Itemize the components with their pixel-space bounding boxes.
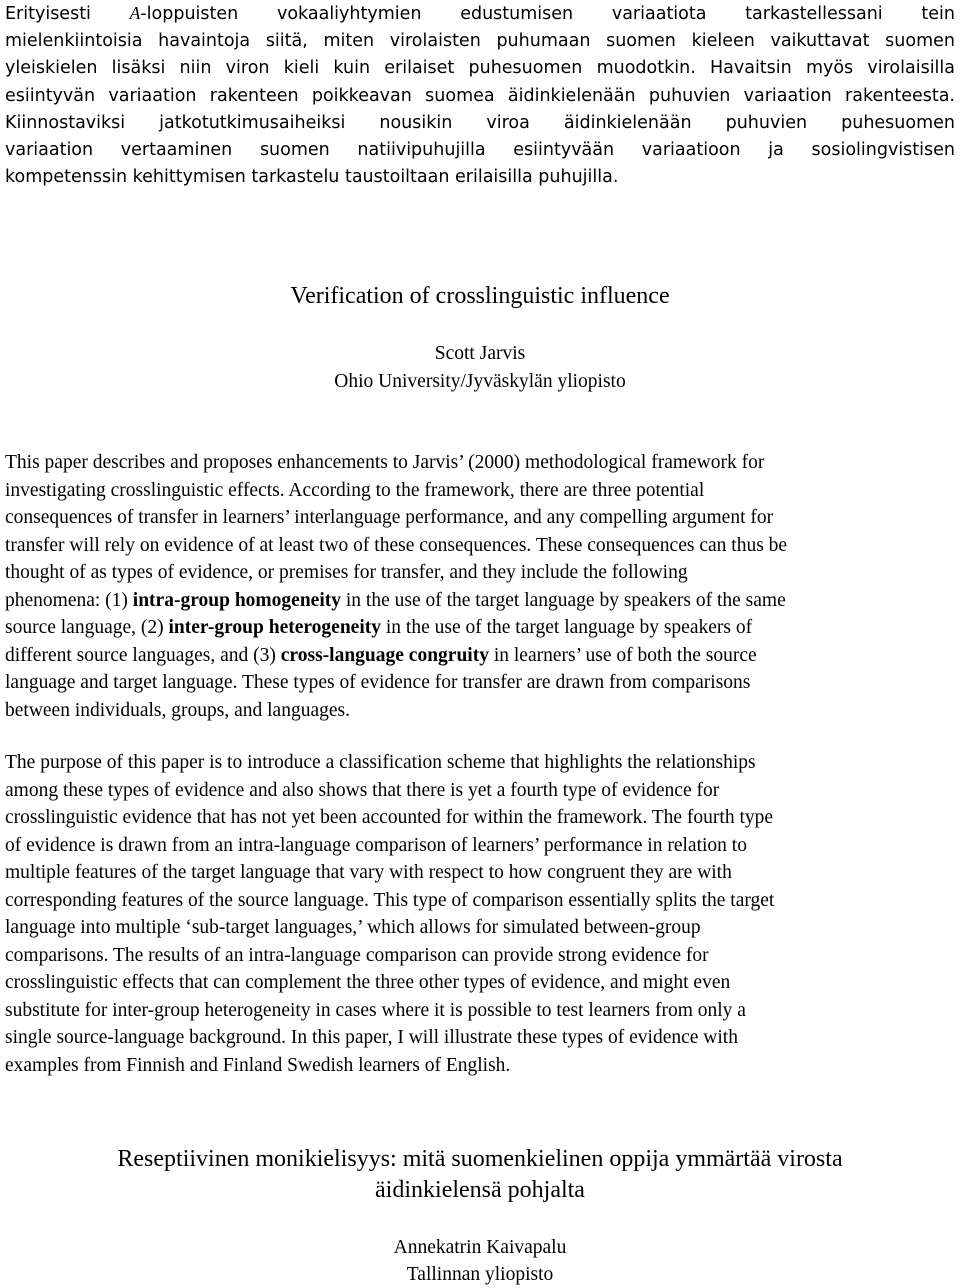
paragraph-line: This paper describes and proposes enhancements to Jarvis’ (2000) methodological framework for <box>5 452 765 473</box>
paragraph-line: comparisons. The results of an intra-language comparison can provide strong evidence for <box>5 944 709 966</box>
article-author-2: Annekatrin Kaivapalu <box>393 1237 567 1258</box>
article-affiliation-2: Tallinnan yliopisto <box>406 1264 554 1285</box>
paragraph-line: variaation vertaaminen suomen natiivipuhujilla esiintyvään variaatioon ja sosiolingvistisen <box>5 140 955 161</box>
bold-term: intra-group homogeneity <box>132 589 341 611</box>
paragraph-line: Kiinnostaviksi jatkotutkimusaiheiksi nousikin viroa äidinkielenään puhuvien puhesuomen <box>5 112 955 133</box>
paragraph-line: between individuals, groups, and languages. <box>5 699 350 721</box>
paragraph-line: crosslinguistic effects that can complement the three other types of evidence, and might even <box>5 972 731 993</box>
paragraph-line: yleiskielen lisäksi niin viron kieli kuin erilaiset puhesuomen muodotkin. Havaitsin myös virolaisilla <box>5 58 955 79</box>
paragraph-line: crosslinguistic evidence that has not yet been accounted for within the framework. The fourth type <box>5 807 774 828</box>
paragraph-line: mielenkiintoisia havaintoja siitä, miten virolaisten puhumaan suomen kieleen vaikuttavat suomen <box>5 31 955 52</box>
paragraph-text: in the use of the target language by speakers of <box>381 617 753 638</box>
paragraph-line: language and target language. These types of evidence for transfer are drawn from comparisons <box>5 672 751 693</box>
article-affiliation: Ohio University/Jyväskylän yliopisto <box>334 371 626 392</box>
abstract-paragraph-1 <box>5 449 955 724</box>
paragraph-line: esiintyvän variaation rakenteen poikkeavan suomea äidinkielenään puhuvien variaation rakenteesta. <box>5 85 955 106</box>
paragraph-line: thought of as types of evidence, or premises for transfer, and they include the following <box>5 562 688 583</box>
paragraph-line: transfer will rely on evidence of at least two of these consequences. These consequences can thus be <box>5 534 788 556</box>
article-title: Verification of crosslinguistic influence <box>290 283 670 309</box>
article-author: Scott Jarvis <box>434 343 526 364</box>
paragraph-text: -loppuisten vokaaliyhtymien edustumisen variaatiota tarkastellessani tein <box>140 4 955 24</box>
finnish-paragraph <box>5 0 955 191</box>
paragraph-line <box>5 587 955 615</box>
paragraph-line: language into multiple ‘sub-target languages,’ which allows for simulated between-group <box>5 917 701 938</box>
bold-term: cross-language congruity <box>280 644 489 666</box>
bold-term: inter-group heterogeneity <box>168 617 381 638</box>
paragraph-line: investigating crosslinguistic effects. According to the framework, there are three potential <box>5 479 705 501</box>
paragraph-line: The purpose of this paper is to introduce a classification scheme that highlights the relationships <box>5 752 756 773</box>
paragraph-line: examples from Finnish and Finland Swedish learners of English. <box>5 1054 511 1076</box>
paragraph-line: single source-language background. In this paper, I will illustrate these types of evidence with <box>5 1027 738 1048</box>
paragraph-line <box>5 642 955 670</box>
abstract-paragraph-2 <box>5 749 955 1079</box>
paragraph-text: different source languages, and (3) <box>5 644 281 666</box>
paragraph-text: source language, (2) <box>5 617 169 638</box>
italic-letter: A <box>129 3 141 23</box>
paragraph-line <box>5 614 955 642</box>
paragraph-text: phenomena: (1) <box>5 589 133 611</box>
title-line: äidinkielensä pohjalta <box>375 1177 585 1203</box>
paragraph-text: in learners’ use of both the source <box>488 644 757 666</box>
paragraph-line: of evidence is drawn from an intra-language comparison of learners’ performance in relation to <box>5 834 747 856</box>
paragraph-text: in the use of the target language by speakers of the same <box>340 589 786 611</box>
paragraph-text: Erityisesti <box>5 4 91 24</box>
title-line: Reseptiivinen monikielisyys: mitä suomenkielinen oppija ymmärtää virosta <box>117 1146 843 1172</box>
paragraph-line: substitute for inter-group heterogeneity in cases where it is possible to test learners from only a <box>5 999 746 1021</box>
paragraph-line: kompetenssin kehittymisen tarkastelu taustoiltaan erilaisilla puhujilla. <box>5 167 619 188</box>
paragraph-line: among these types of evidence and also shows that there is yet a fourth type of evidence for <box>5 779 720 801</box>
paragraph-line: consequences of transfer in learners’ interlanguage performance, and any compelling argument for <box>5 507 774 528</box>
paragraph-line: corresponding features of the source language. This type of comparison essentially splits the target <box>5 889 775 911</box>
article-title-2 <box>0 1144 960 1206</box>
paragraph-line <box>5 0 955 28</box>
paragraph-line: multiple features of the target language that vary with respect to how congruent they are with <box>5 862 732 883</box>
